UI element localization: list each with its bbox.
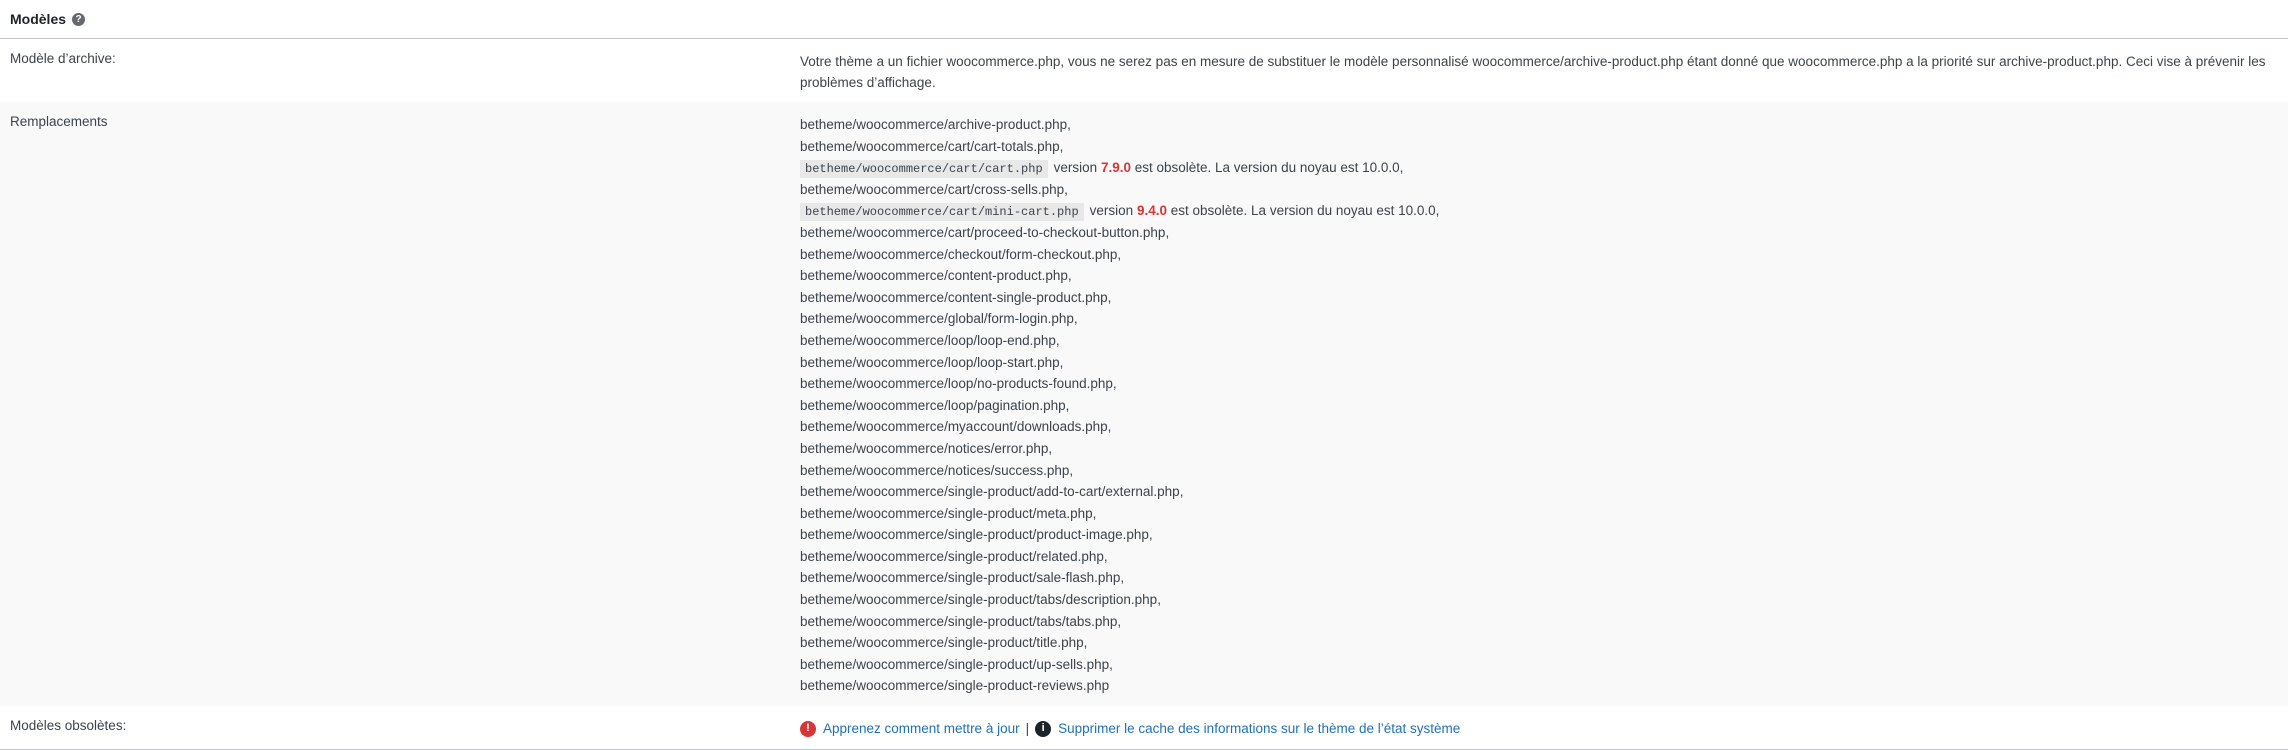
archive-template-text: Votre thème a un fichier woocommerce.php, vous ne serez pas en mesure de substituer le modèle personnalisé woocommerce/archive-product.php étant donné que woocommerce.php a la priorité sur archive-product.php. Ceci vise à prévenir les problèmes d’affichage. [800, 54, 2266, 90]
override-file-item: betheme/woocommerce/notices/error.php, [800, 440, 1053, 456]
exclamation-circle-icon: ! [800, 721, 816, 737]
link-separator: | [1025, 721, 1030, 737]
override-file-item: betheme/woocommerce/myaccount/downloads.php, [800, 419, 1112, 435]
outdated-message: est obsolète. La version du noyau est 10.0.0, [1134, 160, 1404, 176]
override-file-item: betheme/woocommerce/single-product/tabs/tabs.php, [800, 613, 1122, 629]
override-file-item: betheme/woocommerce/notices/success.php, [800, 462, 1074, 478]
override-file-item: betheme/woocommerce/content-product.php, [800, 268, 1072, 284]
override-file-item: betheme/woocommerce/single-product/related.php, [800, 548, 1108, 564]
override-file-item [800, 157, 2278, 179]
override-file-item: betheme/woocommerce/single-product/up-sells.php, [800, 656, 1113, 672]
table-header [0, 0, 2288, 39]
override-file-item: betheme/woocommerce/single-product-reviews.php [800, 678, 1110, 694]
section-title: Modèles [10, 11, 67, 27]
override-file-item: betheme/woocommerce/archive-product.php, [800, 117, 1071, 132]
version-word: version [1089, 203, 1134, 219]
override-file-item: betheme/woocommerce/content-single-product.php, [800, 289, 1112, 305]
overrides-row [0, 102, 2288, 706]
override-file-item: betheme/woocommerce/single-product/meta.php, [800, 505, 1097, 521]
archive-template-label: Modèle d’archive: [10, 51, 116, 66]
override-file-item: betheme/woocommerce/loop/pagination.php, [800, 397, 1070, 413]
override-file-item: betheme/woocommerce/global/form-login.php, [800, 311, 1078, 327]
outdated-file-path: betheme/woocommerce/cart/cart.php [800, 160, 1048, 178]
outdated-version: 9.4.0 [1136, 203, 1167, 219]
question-circle-icon[interactable]: ? [72, 13, 85, 26]
archive-template-row [0, 39, 2288, 102]
clear-cache-link[interactable]: Supprimer le cache des informations sur le thème de l’état système [1058, 721, 1461, 737]
override-file-item [800, 200, 2278, 222]
override-file-item: betheme/woocommerce/loop/loop-start.php, [800, 354, 1064, 370]
override-file-item: betheme/woocommerce/checkout/form-checkout.php, [800, 246, 1122, 262]
override-file-item: betheme/woocommerce/cart/proceed-to-checkout-button.php, [800, 224, 1170, 240]
outdated-version: 7.9.0 [1100, 160, 1131, 176]
overrides-list [790, 107, 2288, 701]
obsolete-templates-label: Modèles obsolètes: [10, 718, 127, 734]
override-file-item: betheme/woocommerce/single-product/add-to-cart/external.php, [800, 484, 1184, 500]
overrides-label: Remplacements [10, 114, 108, 129]
override-file-item: betheme/woocommerce/single-product/product-image.php, [800, 527, 1153, 543]
override-file-item: betheme/woocommerce/loop/no-products-found.php, [800, 376, 1117, 392]
override-file-item: betheme/woocommerce/loop/loop-end.php, [800, 332, 1060, 348]
learn-update-link[interactable]: Apprenez comment mettre à jour [823, 721, 1020, 737]
obsolete-templates-row [0, 706, 2288, 749]
override-file-item: betheme/woocommerce/single-product/tabs/description.php, [800, 592, 1161, 608]
override-file-item: betheme/woocommerce/cart/cart-totals.php, [800, 138, 1064, 154]
info-circle-icon: i [1035, 721, 1051, 737]
override-file-item: betheme/woocommerce/single-product/sale-flash.php, [800, 570, 1125, 586]
override-file-item: betheme/woocommerce/single-product/title.php, [800, 635, 1088, 651]
override-file-item: betheme/woocommerce/cart/cross-sells.php, [800, 181, 1068, 197]
outdated-file-path: betheme/woocommerce/cart/mini-cart.php [800, 203, 1084, 221]
outdated-message: est obsolète. La version du noyau est 10.0.0, [1170, 203, 1440, 219]
version-word: version [1053, 160, 1098, 176]
